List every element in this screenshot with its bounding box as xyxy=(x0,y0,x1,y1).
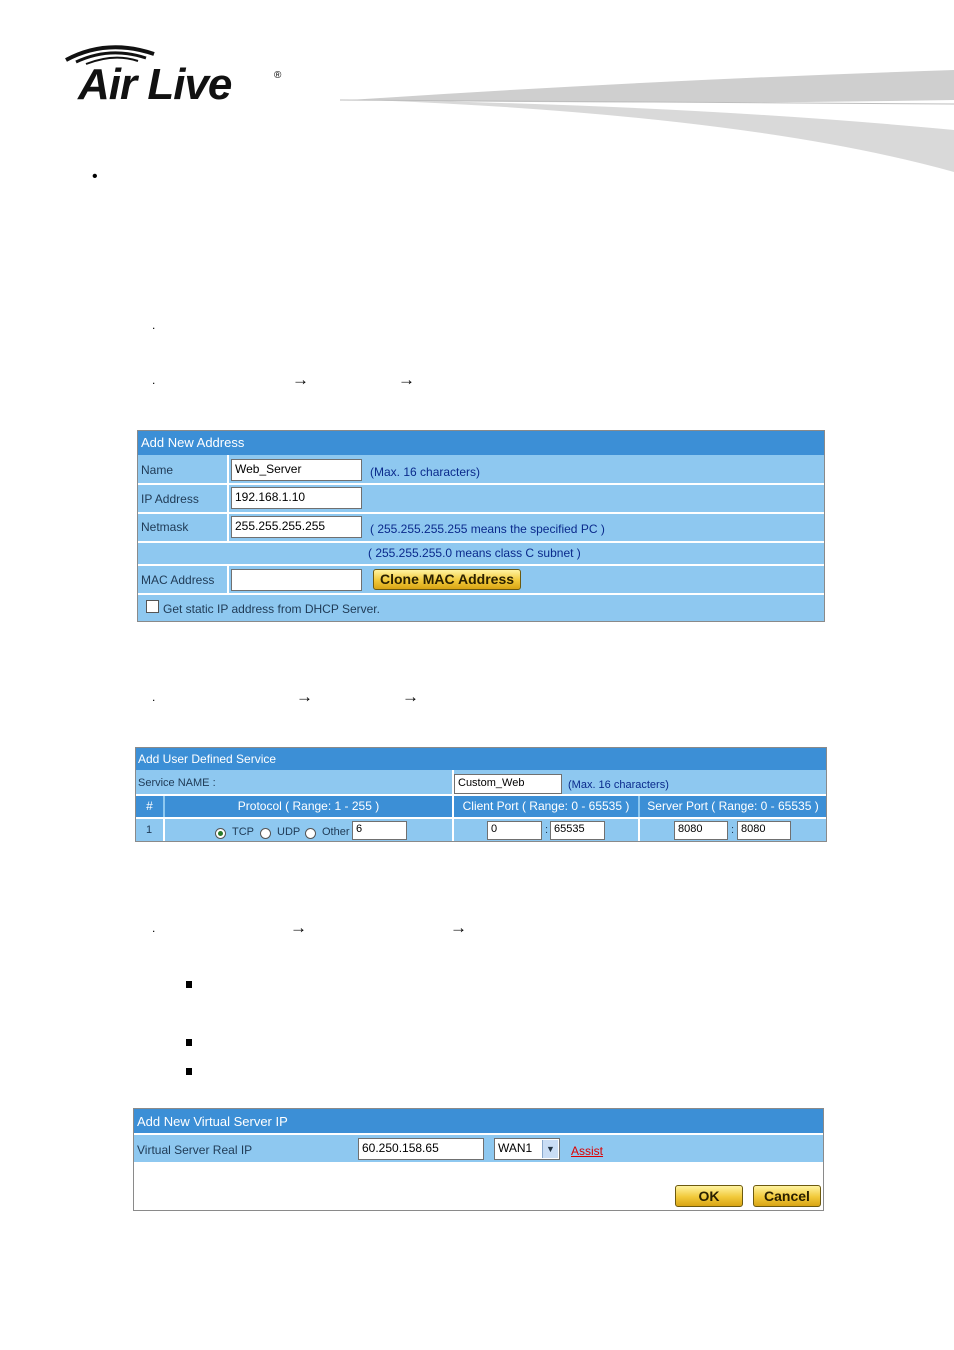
other-radio[interactable] xyxy=(305,828,316,839)
netmask-note-class-c: ( 255.255.255.0 means class C subnet ) xyxy=(368,546,581,560)
step-marker-1: . xyxy=(152,318,156,332)
panel-title-bar xyxy=(136,748,826,770)
ip-address-input[interactable]: 192.168.1.10 xyxy=(231,487,362,509)
dhcp-checkbox[interactable] xyxy=(146,600,159,613)
column-header-client-port: Client Port ( Range: 0 - 65535 ) xyxy=(454,796,638,817)
netmask-input[interactable]: 255.255.255.255 xyxy=(231,516,362,538)
mac-address-input[interactable] xyxy=(231,569,362,591)
column-header-server-port: Server Port ( Range: 0 - 65535 ) xyxy=(640,796,826,817)
real-ip-input[interactable]: 60.250.158.65 xyxy=(358,1138,484,1160)
tcp-label: TCP xyxy=(232,826,254,838)
arrow-right-icon: → xyxy=(296,687,313,706)
clone-mac-address-button[interactable]: Clone MAC Address xyxy=(373,569,521,590)
add-new-virtual-server-panel xyxy=(133,1108,824,1211)
server-port-from-input[interactable]: 8080 xyxy=(674,821,728,840)
protocol-number-input[interactable]: 6 xyxy=(352,821,407,840)
panel-title: Add New Virtual Server IP xyxy=(137,1114,288,1129)
name-input[interactable]: Web_Server xyxy=(231,459,362,481)
udp-radio[interactable] xyxy=(260,828,271,839)
cancel-button[interactable]: Cancel xyxy=(753,1185,821,1207)
column-header-protocol: Protocol ( Range: 1 - 255 ) xyxy=(165,796,452,817)
square-bullet-icon xyxy=(186,981,192,988)
ok-button[interactable]: OK xyxy=(675,1185,743,1207)
arrow-right-icon: → xyxy=(450,918,467,937)
netmask-label: Netmask xyxy=(141,520,189,534)
brand-logo: Air Live xyxy=(78,60,232,109)
assist-link[interactable]: Assist xyxy=(571,1144,604,1158)
add-user-defined-service-panel xyxy=(135,747,827,842)
arrow-right-icon: → xyxy=(402,687,419,706)
step-marker-2: . xyxy=(152,373,156,387)
panel-title: Add User Defined Service xyxy=(138,752,277,766)
udp-label: UDP xyxy=(277,826,301,838)
panel-title-bar xyxy=(134,1109,823,1133)
panel-title-bar xyxy=(138,431,824,455)
arrow-right-icon: → xyxy=(292,370,309,389)
add-new-address-panel xyxy=(137,430,825,622)
arrow-right-icon: → xyxy=(398,370,415,389)
square-bullet-icon xyxy=(186,1068,192,1075)
service-name-label: Service NAME : xyxy=(138,777,216,789)
server-port-to-input[interactable]: 8080 xyxy=(737,821,791,840)
step-marker-3: . xyxy=(152,690,156,704)
wan-selected-value: WAN1 xyxy=(498,1141,533,1155)
mac-address-label: MAC Address xyxy=(141,573,215,587)
arrow-right-icon: → xyxy=(290,918,307,937)
service-name-input[interactable]: Custom_Web xyxy=(454,774,562,794)
client-port-to-input[interactable]: 65535 xyxy=(550,821,605,840)
other-label: Other xyxy=(322,826,350,838)
wan-select[interactable] xyxy=(494,1138,560,1160)
name-note: (Max. 16 characters) xyxy=(370,465,481,479)
square-bullet-icon xyxy=(186,1039,192,1046)
name-label: Name xyxy=(141,463,174,477)
ip-address-label: IP Address xyxy=(141,492,199,506)
bullet-marker: • xyxy=(92,168,98,185)
step-marker-4: . xyxy=(152,921,156,935)
netmask-note-specified-pc: ( 255.255.255.255 means the specified PC ) xyxy=(370,522,605,536)
column-header-number: # xyxy=(136,796,163,817)
dhcp-label: Get static IP address from DHCP Server. xyxy=(163,602,380,616)
registered-mark: ® xyxy=(274,70,282,81)
real-ip-row xyxy=(134,1135,823,1162)
header-wave-graphic xyxy=(330,60,954,180)
real-ip-label: Virtual Server Real IP xyxy=(137,1143,253,1157)
panel-title: Add New Address xyxy=(141,435,245,450)
service-name-note: (Max. 16 characters) xyxy=(568,779,669,791)
row-number: 1 xyxy=(146,824,153,836)
port-range-separator: : xyxy=(545,824,549,836)
chevron-down-icon[interactable]: ▼ xyxy=(542,1140,558,1158)
tcp-radio[interactable] xyxy=(215,828,226,839)
port-range-separator: : xyxy=(731,824,735,836)
client-port-from-input[interactable]: 0 xyxy=(487,821,542,840)
